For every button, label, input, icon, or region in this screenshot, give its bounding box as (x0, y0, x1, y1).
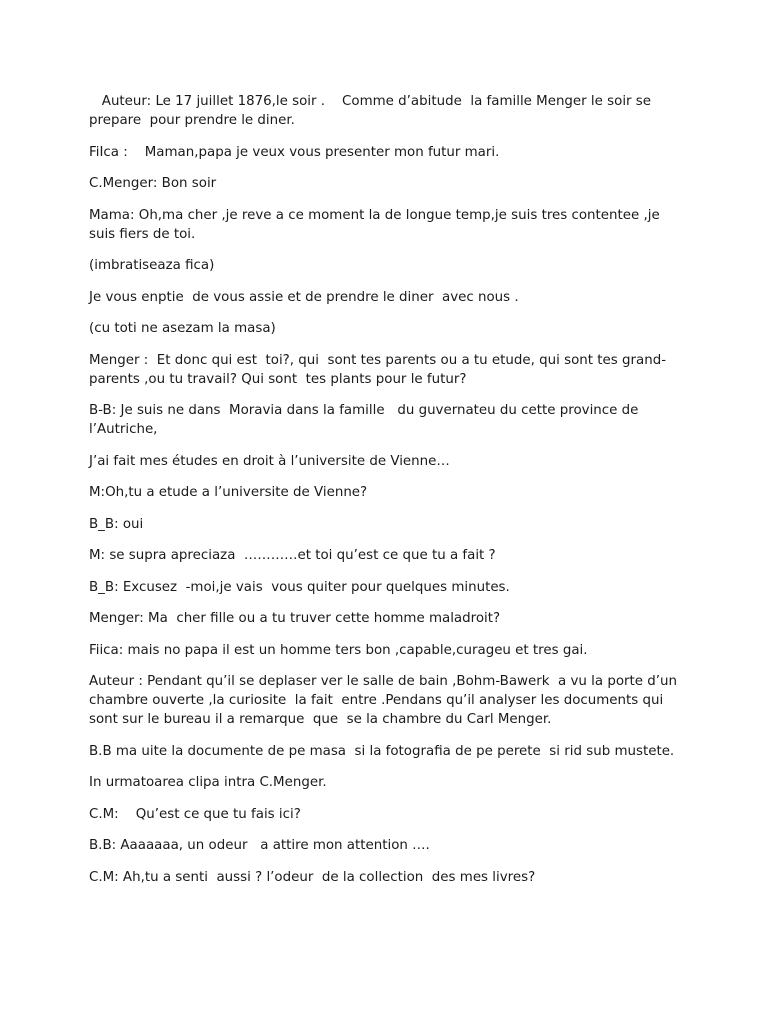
paragraph-22: C.M: Ah,tu a senti aussi ? l’odeur de la collection des mes livres? (89, 869, 536, 885)
paragraph-7: (cu toti ne asezam la masa) (89, 321, 276, 336)
paragraph-9: B-B: Je suis ne dans Moravia dans la famille du guvernateu du cette province de l’Autriche, (89, 403, 643, 437)
paragraph-1: Auteur: Le 17 juillet 1876,le soir . Comme d’abitude la famille Menger le soir se prepare pour prendre le diner. (89, 94, 656, 128)
paragraph-3: C.Menger: Bon soir (89, 176, 217, 191)
document-body (89, 92, 689, 899)
paragraph-2: FiIca : Maman,papa je veux vous presenter mon futur mari. (89, 144, 500, 160)
paragraph-6: Je vous enptie de vous assie et de prendre le diner avec nous . (89, 289, 519, 305)
paragraph-19: In urmatoarea clipa intra C.Menger. (89, 775, 327, 790)
paragraph-8: Menger : Et donc qui est toi?, qui sont tes parents ou a tu etude, qui sont tes grand-parents ,ou tu travail? Qui sont tes plants pour le futur? (89, 352, 667, 387)
paragraph-4: Mama: Oh,ma cher ,je reve a ce moment la de longue temp,je suis tres contentee ,je suis fiers de toi. (89, 207, 664, 242)
paragraph-20: C.M: Qu’est ce que tu fais ici? (89, 806, 301, 822)
paragraph-15: Menger: Ma cher fille ou a tu truver cette homme maladroit? (89, 611, 501, 626)
paragraph-13: M: se supra apreciaza …………et toi qu’est ce que tu a fait ? (89, 548, 496, 563)
paragraph-16: Fiica: mais no papa il est un homme ters bon ,capable,curageu et tres gai. (89, 642, 588, 658)
paragraph-18: B.B ma uite la documente de pe masa si la fotografia de pe perete si rid sub mustete. (89, 743, 675, 759)
paragraph-10: J’ai fait mes études en droit à l’universite de Vienne… (89, 453, 450, 469)
paragraph-21: B.B: Aaaaaaa, un odeur a attire mon attention …. (89, 838, 430, 853)
paragraph-5: (imbratiseaza fica) (89, 258, 215, 273)
paragraph-11: M:Oh,tu a etude a l’universite de Vienne? (89, 485, 368, 500)
paragraph-14: B_B: Excusez -moi,je vais vous quiter pour quelques minutes. (89, 579, 510, 595)
paragraph-17: Auteur : Pendant qu’il se deplaser ver le salle de bain ,Bohm-Bawerk a vu la porte d’un chambre ouverte ,la curiosite la fait entre .Pendans qu’il analyser les documents qui sont sur le bureau il a remarque que se la chambre du Carl Menger. (89, 674, 682, 727)
paragraph-12: B_B: oui (89, 516, 144, 532)
